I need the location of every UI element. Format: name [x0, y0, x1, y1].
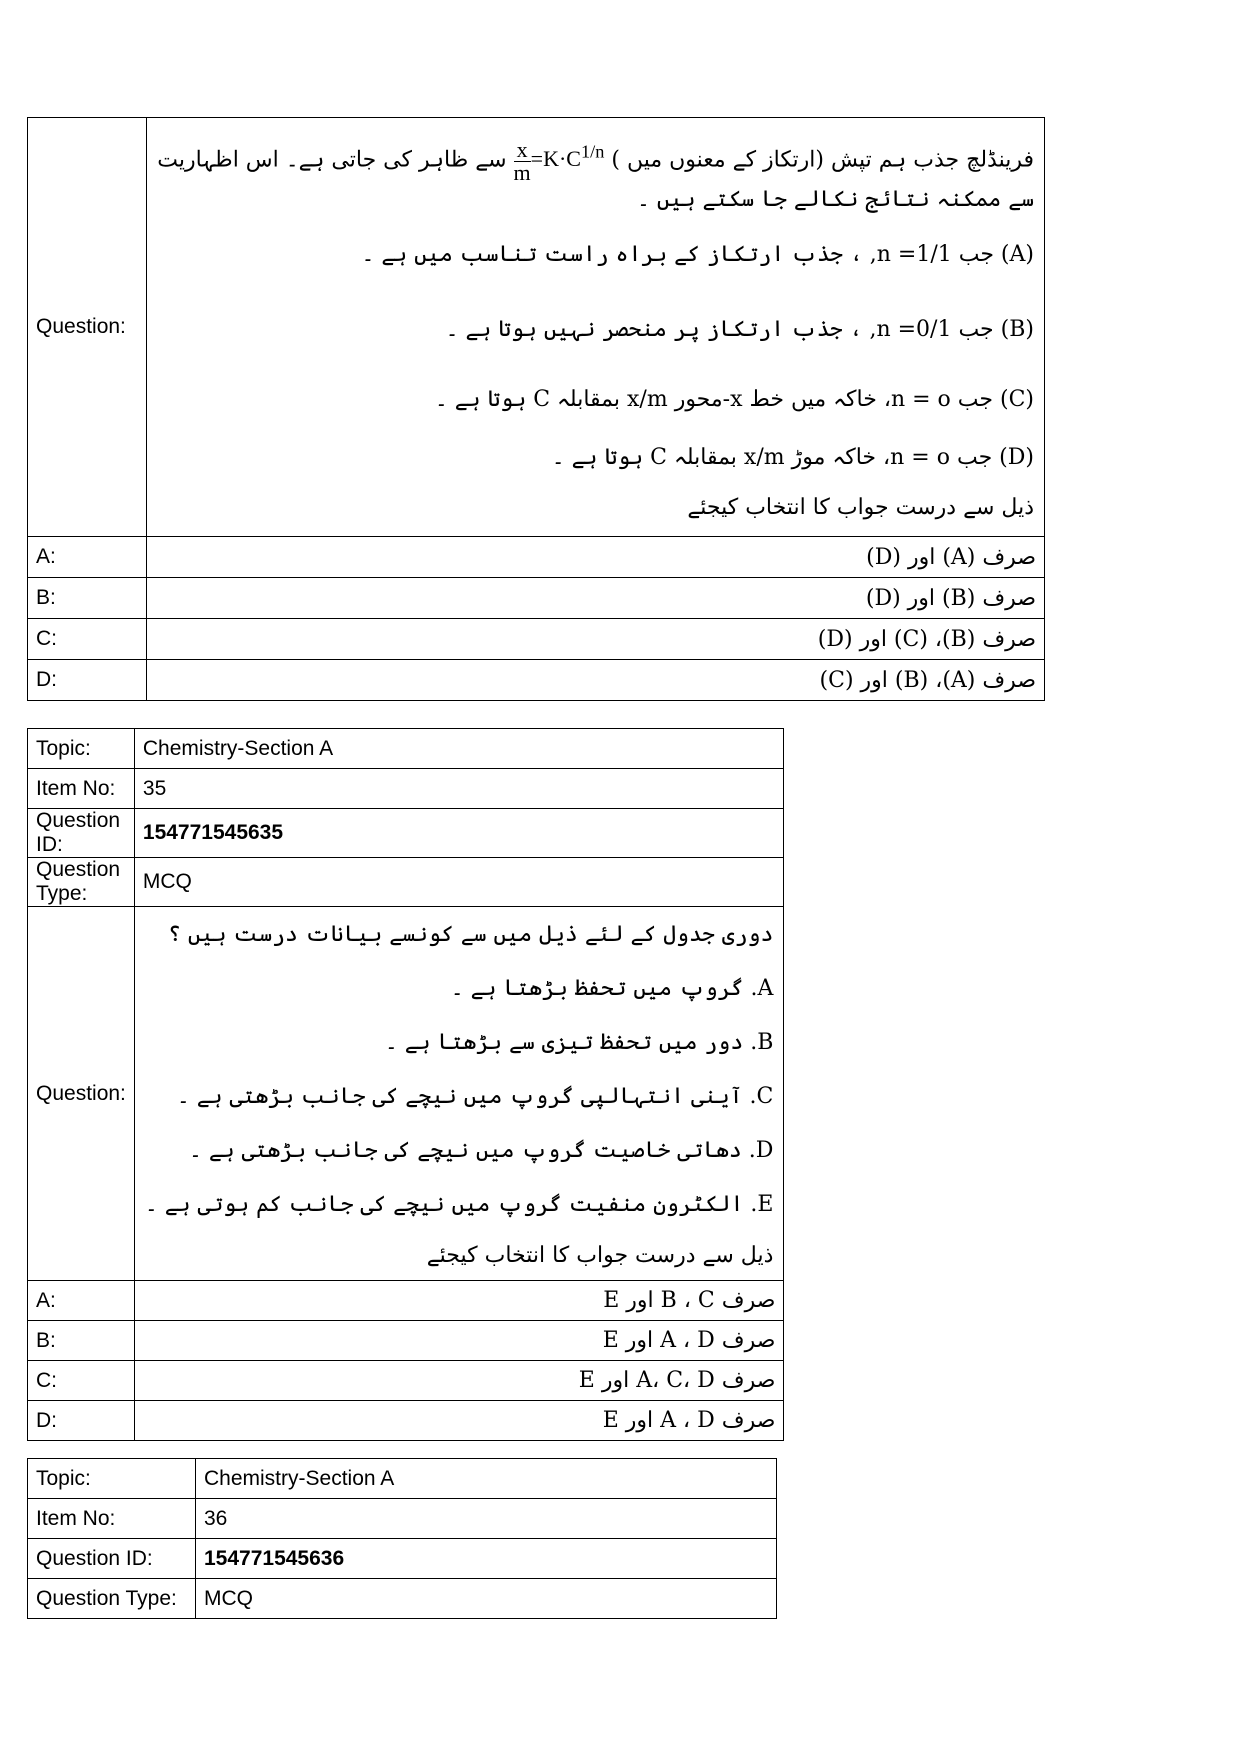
question-type-label: Question Type: [28, 858, 135, 907]
stem-line-1-suffix: سے ظاہر کی جاتی ہے۔ اس اظہاریت [157, 147, 507, 173]
formula-numerator: x [514, 139, 531, 162]
option-row [28, 578, 1045, 619]
option-text: صرف (A)، (B) اور (C) [147, 660, 1045, 701]
question-id-value: 154771545636 [196, 1539, 777, 1579]
stem-line: دوری جدول کے لئے ذیل میں سے کونسے بیانات درست ہیں ؟ [167, 921, 774, 947]
option-label: C: [28, 619, 147, 660]
question-label: Question: [28, 118, 147, 537]
question-id-label: Question ID: [28, 809, 135, 858]
option-row [28, 537, 1045, 578]
freundlich-formula [513, 136, 605, 185]
stem-line-2: سے ممکنہ نتائج نکالے جا سکتے ہیں ۔ [637, 187, 1034, 212]
item-value: 36 [196, 1499, 777, 1539]
item-label: Item No: [28, 769, 135, 809]
formula-body: =K·C [530, 146, 581, 172]
option-label: B: [28, 578, 147, 619]
statement-c: (C) جب n = o، خاکہ میں خط x-محور x/m بمقابلہ C ہوتا ہے ۔ [434, 387, 1034, 412]
question-34-table [27, 117, 1045, 701]
instruction: ذیل سے درست جواب کا انتخاب کیجئے [426, 1242, 774, 1268]
formula-denominator: m [513, 159, 531, 185]
statement-a: A. گروپ میں تحفظ بڑھتا ہے ۔ [450, 975, 774, 1001]
statement-c: C. آینی انتہالپی گروپ میں نیچے کی جانب بڑھتی ہے ۔ [176, 1083, 774, 1109]
option-row [28, 1321, 784, 1361]
option-text: صرف A ، D اور E [134, 1321, 784, 1361]
option-row [28, 1361, 784, 1401]
option-text: صرف (B) اور (D) [147, 578, 1045, 619]
statement-e: E. الکٹرون منفیت گروپ میں نیچے کی جانب کم ہوتی ہے ۔ [144, 1191, 774, 1217]
statement-b: (B) جب 1/n =0, ، جذب ارتکاز پر منحصر نہیں ہوتا ہے ۔ [445, 317, 1034, 342]
instruction: ذیل سے درست جواب کا انتخاب کیجئے [687, 495, 1034, 520]
formula-exponent: 1/n [580, 142, 605, 162]
option-text: صرف A، C، D اور E [134, 1361, 784, 1401]
question-id-value: 154771545635 [134, 809, 784, 858]
option-label: D: [28, 660, 147, 701]
topic-label: Topic: [28, 729, 135, 769]
question-type-value: MCQ [196, 1579, 777, 1619]
statement-d: D. دھاتی خاصیت گروپ میں نیچے کی جانب بڑھتی ہے ۔ [188, 1137, 774, 1163]
statement-d: (D) جب n = o، خاکہ موڑ x/m بمقابلہ C ہوتا ہے ۔ [551, 445, 1034, 470]
option-text: صرف A ، D اور E [134, 1401, 784, 1441]
statement-b: B. دور میں تحفظ تیزی سے بڑھتا ہے ۔ [384, 1029, 774, 1055]
item-label: Item No: [28, 1499, 196, 1539]
question-id-label: Question ID: [28, 1539, 196, 1579]
question-type-label: Question Type: [28, 1579, 196, 1619]
option-label: D: [28, 1401, 135, 1441]
option-text: صرف B ، C اور E [134, 1281, 784, 1321]
option-label: B: [28, 1321, 135, 1361]
question-stem [134, 907, 784, 1281]
option-row [28, 619, 1045, 660]
question-stem [147, 118, 1045, 537]
option-text: صرف (A) اور (D) [147, 537, 1045, 578]
option-text: صرف (B)، (C) اور (D) [147, 619, 1045, 660]
question-35-table [27, 728, 784, 1441]
option-row [28, 1401, 784, 1441]
option-label: A: [28, 537, 147, 578]
question-type-value: MCQ [134, 858, 784, 907]
item-value: 35 [134, 769, 784, 809]
topic-label: Topic: [28, 1459, 196, 1499]
topic-value: Chemistry-Section A [134, 729, 784, 769]
question-label: Question: [28, 907, 135, 1281]
statement-a: (A) جب 1/n =1, ، جذب ارتکاز کے براہ راست تناسب میں ہے ۔ [361, 242, 1034, 267]
stem-line-1 [157, 124, 1034, 185]
question-36-table [27, 1458, 777, 1619]
option-row [28, 1281, 784, 1321]
option-label: A: [28, 1281, 135, 1321]
stem-line-1-prefix: فرینڈلچ جذب ہم تپش (ارتکاز کے معنوں میں ) [611, 147, 1034, 173]
option-label: C: [28, 1361, 135, 1401]
option-row [28, 660, 1045, 701]
topic-value: Chemistry-Section A [196, 1459, 777, 1499]
